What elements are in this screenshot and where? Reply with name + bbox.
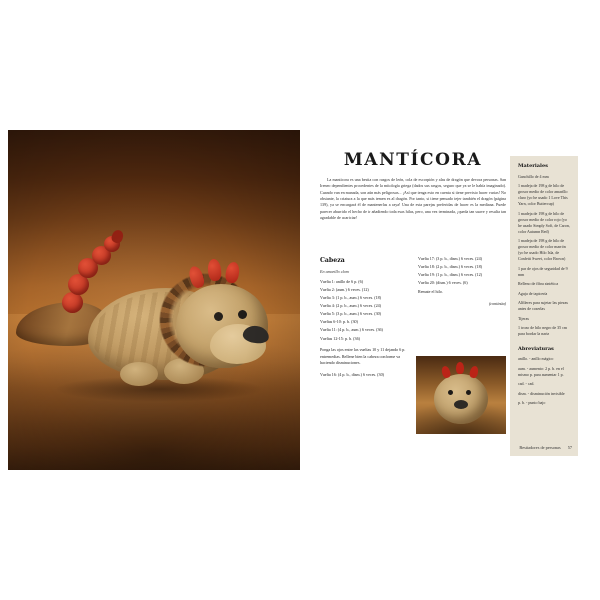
material-item: Alfileres para sujetar las piezas antes de coserlas <box>518 300 568 311</box>
pattern-row: Vuelta 17: (3 p. b., dism.) 6 veces. (24) <box>418 256 482 261</box>
page-number: 57 <box>567 445 572 450</box>
material-item: Relleno de fibra sintética <box>518 281 559 286</box>
inset-toy-face <box>434 374 488 424</box>
yarn-note: En amarillo claro <box>320 269 350 275</box>
material-item: Aguja de tapicería <box>518 290 548 296</box>
pattern-row: Vuelta 20: (dism.) 6 veces. (6) <box>418 280 468 286</box>
materials-sidebar <box>510 156 578 456</box>
right-page-text <box>300 130 592 470</box>
left-page-photo <box>8 130 300 470</box>
section-heading: Cabeza <box>320 257 345 264</box>
continued-label: (continúa) <box>488 301 506 307</box>
material-item: 1 trozo de hilo negro de 35 cm para bordar la nariz <box>518 325 567 336</box>
abbreviation-item: p. b. - punto bajo <box>518 400 546 405</box>
pattern-note: Ponga las ojos entre las vueltas 10 y 11 dejando 6 p. entremedias. Rellene bien la cabeza conforme va haciendo disminuciones. <box>320 347 406 366</box>
material-item: 1 madeja de 198 g de hilo de grosor medio de color rojo (yo he usado Simply Soft, de Caron, color Autumn Red) <box>518 210 570 234</box>
pattern-row: Vuelta 1: anillo de 6 p. (6) <box>320 278 364 284</box>
material-item: Tijeras <box>518 315 529 321</box>
abbreviation-item: cad. - cad. <box>518 381 535 386</box>
pattern-column-1 <box>320 256 408 379</box>
abbreviations-heading: Abreviaturas <box>518 345 554 352</box>
pattern-row: Vueltas 6-10: p. b. (30) <box>320 319 358 325</box>
pattern-row: Vuelta 19: (1 p. b., dism.) 6 veces. (12) <box>418 272 482 278</box>
pattern-row: Vuelta 16: (4 p. b., dism.) 6 veces. (30) <box>320 372 384 378</box>
materials-heading: Materiales <box>518 163 548 169</box>
abbreviation-item: dism. - disminución invisible <box>518 390 565 396</box>
page-title: MANTÍCORA <box>343 150 483 170</box>
abbreviation-item: aum. - aumento: 2 p. b. en el mismo p. para aumentar 1 p. <box>518 365 564 377</box>
material-item: 1 par de ojos de seguridad de 9 mm <box>518 265 568 277</box>
material-item: 1 madeja de 198 g de hilo de grosor medio de color marrón (yo he usado Hilo Isla, de Confetti Sweet, color Brown) <box>518 238 566 261</box>
pattern-row: Vuelta 4: (2 p. b., aum.) 6 veces. (24) <box>320 303 382 309</box>
pattern-row: Vuelta 5: (3 p. b., aum.) 6 veces. (30) <box>320 311 382 317</box>
inset-toy-eye-left <box>448 390 453 395</box>
material-item: Ganchillo de 4 mm <box>518 173 549 179</box>
inset-photograph <box>416 356 506 434</box>
photo-vignette <box>8 130 300 470</box>
right-page-content <box>320 144 578 456</box>
inset-toy-nose <box>454 400 468 409</box>
footer-text: Bestiadores de personas <box>519 445 561 450</box>
intro-paragraph: La manticora es una bestia con rasgos de león, cola de escorpión y alas de dragón que devora personas. San Ireneo dependientes procedentes de la mitología griega (dados sus rasgos, seguro que ya se le había imaginado). Cuando van en manada, son aún más peligrosas... ¡Así que tenga esto en cuenta si tiene previsto hacer varias! No obstante, la criatura a la que más temen es al dragón. Por tanto, si tiene pensado tejer también el dragón (página 139), ya se encargará él de mantenerlas a raya! Una de esta parejas preferidas de hacer es la mediana. Puede parecer aburrido el hecho de ir añadiendo toda esas hilas, pero, una vez terminada, ¡queda tan suave y resulta tan agradable de acariciar! <box>320 177 506 221</box>
inset-toy-horn-center <box>456 362 464 374</box>
page-footer <box>322 445 572 450</box>
pattern-row: Vueltas 12-15: p. b. (36) <box>320 335 361 341</box>
abbreviation-item: anillo. - anillo mágico <box>518 356 554 361</box>
pattern-row: Vuelta 2: (aum.) 6 veces. (12) <box>320 286 369 292</box>
pattern-row: Vuelta 3: (1 p. b., aum.) 6 veces. (18) <box>320 294 382 300</box>
pattern-row: Vuelta 18: (2 p. b., dism.) 6 veces. (18) <box>418 264 482 270</box>
material-item: 1 madeja de 198 g de hilo de grosor medio de color amarillo claro (yo he usado 1 Love This Yarn, color Buttercup) <box>518 183 568 206</box>
spread <box>8 130 592 470</box>
pattern-row: Remate el hilo. <box>418 288 443 294</box>
pattern-row: Vuelta 11: (4 p. b., aum.) 6 veces. (36) <box>320 327 383 333</box>
inset-toy-eye-right <box>466 390 471 395</box>
